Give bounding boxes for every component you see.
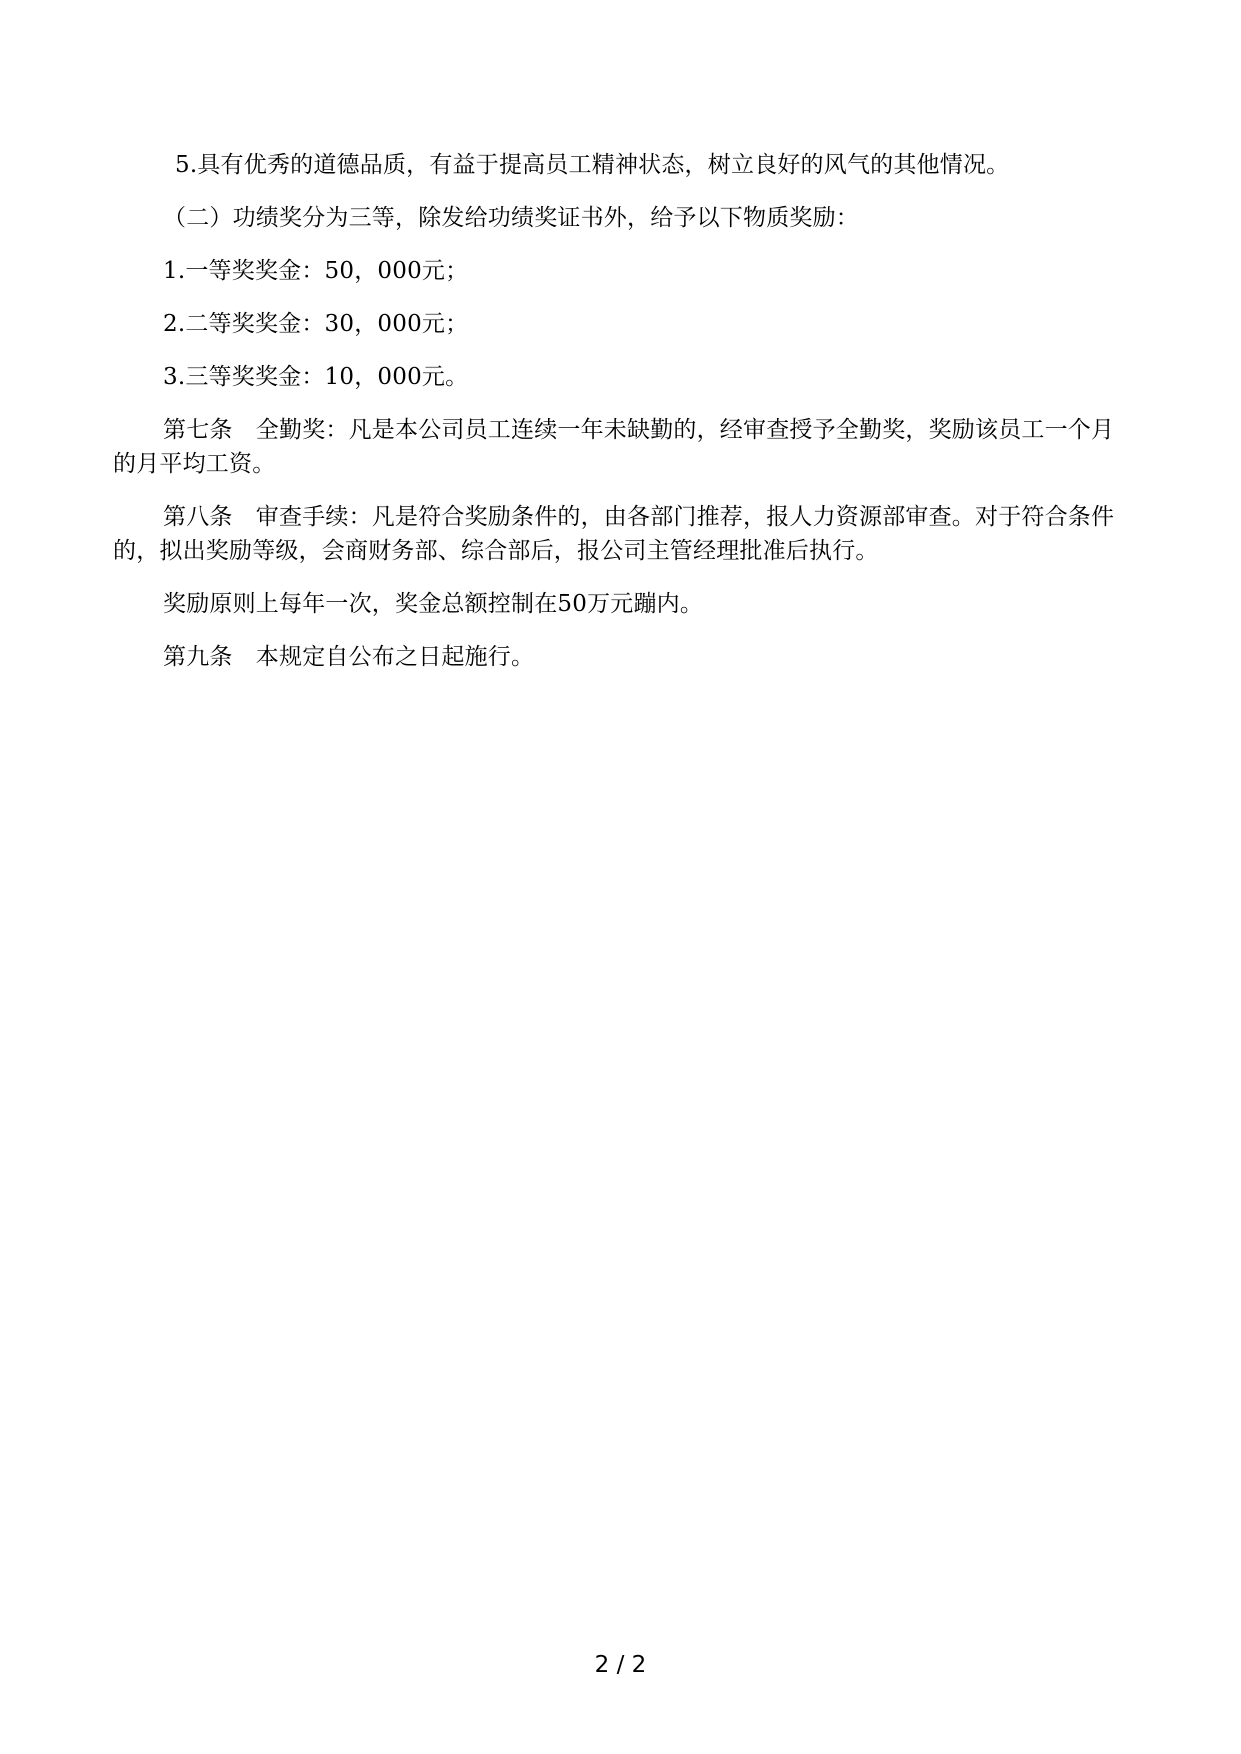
page-number: 2 / 2	[594, 1652, 647, 1678]
paragraph-second-prize: 2.二等奖奖金：30，000元；	[163, 311, 469, 337]
paragraph-first-prize: 1.一等奖奖金：50，000元；	[163, 258, 469, 284]
paragraph-award-principle: 奖励原则上每年一次，奖金总额控制在50万元蹦内。	[163, 591, 704, 617]
paragraph-item-5: 5.具有优秀的道德品质，有益于提高员工精神状态，树立良好的风气的其他情况。	[175, 152, 1010, 178]
paragraph-third-prize: 3.三等奖奖金：10，000元。	[163, 364, 469, 390]
paragraph-merit-award-grades: （二）功绩奖分为三等，除发给功绩奖证书外，给予以下物质奖励：	[163, 205, 859, 231]
paragraph-article-9: 第九条 本规定自公布之日起施行。	[163, 644, 535, 670]
paragraph-article-7: 第七条 全勤奖：凡是本公司员工连续一年未缺勤的，经审查授予全勤奖，奖励该员工一个月的月平均工资。	[113, 417, 1115, 477]
paragraph-article-8: 第八条 审查手续：凡是符合奖励条件的，由各部门推荐，报人力资源部审查。对于符合条件的，拟出奖励等级，会商财务部、综合部后，报公司主管经理批准后执行。	[113, 504, 1115, 564]
document-body	[113, 148, 1131, 693]
